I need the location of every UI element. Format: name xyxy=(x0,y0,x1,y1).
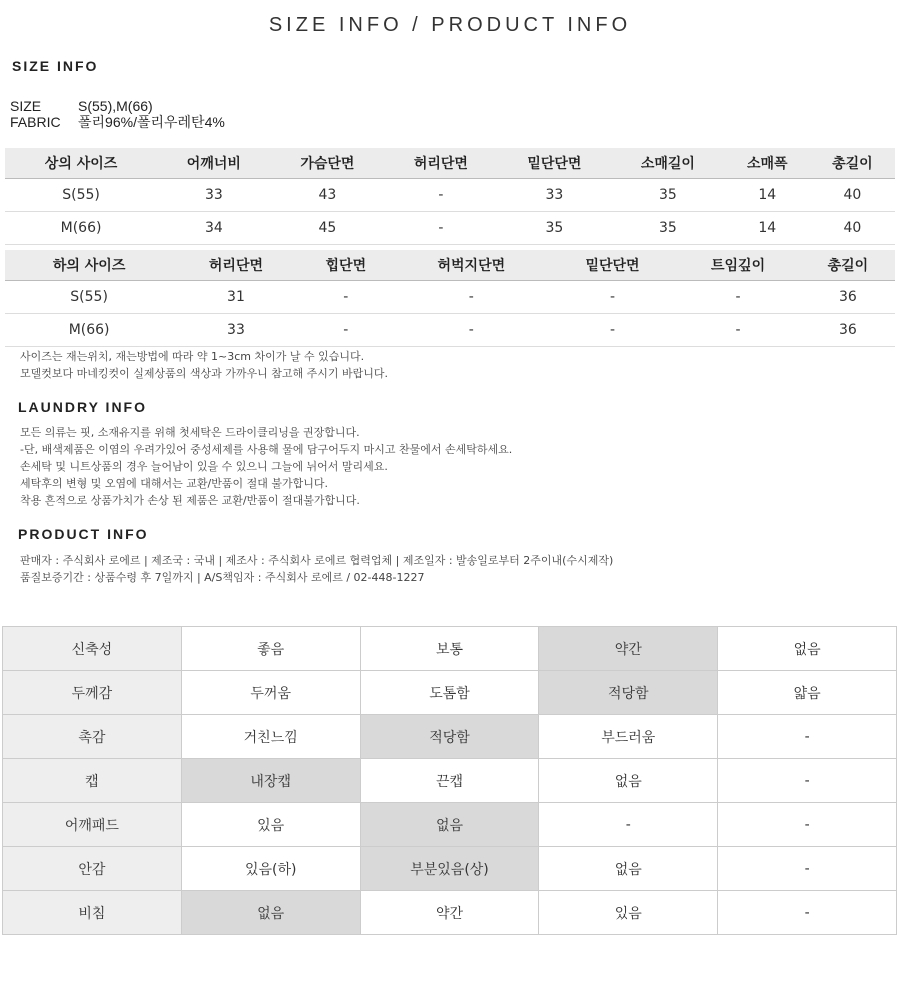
size-row xyxy=(10,98,153,114)
size-info-heading: SIZE INFO xyxy=(12,58,99,74)
page-title: SIZE INFO / PRODUCT INFO xyxy=(268,14,632,36)
fabric-row xyxy=(10,114,225,130)
size-value: S(55),M(66) xyxy=(78,98,153,114)
column-header: 허리단면 xyxy=(173,250,299,281)
top-size-table xyxy=(5,148,895,245)
fabric-option: 두꺼움 xyxy=(181,671,360,715)
table-cell: S(55) xyxy=(5,179,157,212)
fabric-option: - xyxy=(718,803,897,847)
fabric-option: - xyxy=(718,759,897,803)
fabric-option-selected: 부분있음(상) xyxy=(360,847,539,891)
fabric-option: 없음 xyxy=(539,759,718,803)
table-cell: - xyxy=(675,281,801,314)
fabric-row xyxy=(3,847,897,891)
laundry-line: 세탁후의 변형 및 오염에 대해서는 교환/반품이 절대 불가합니다. xyxy=(20,477,328,490)
fabric-row-label: 캡 xyxy=(3,759,182,803)
table-cell: 35 xyxy=(611,179,725,212)
fabric-row xyxy=(3,759,897,803)
column-header: 총길이 xyxy=(810,148,895,179)
fabric-option: 끈캡 xyxy=(360,759,539,803)
table-cell: 33 xyxy=(157,179,271,212)
table-cell: - xyxy=(299,314,393,347)
fabric-label: FABRIC xyxy=(10,114,61,130)
fabric-option: 거친느낌 xyxy=(181,715,360,759)
fabric-option: - xyxy=(718,847,897,891)
column-header: 가슴단면 xyxy=(271,148,385,179)
fabric-value: 폴리96%/폴리우레탄4% xyxy=(78,114,225,130)
column-header: 소매길이 xyxy=(611,148,725,179)
table-cell: - xyxy=(550,314,676,347)
table-cell: - xyxy=(393,314,550,347)
fabric-option: 도톰함 xyxy=(360,671,539,715)
product-line: 품질보증기간 : 상품수령 후 7일까지 | A/S책임자 : 주식회사 로에르 / 02-448-1227 xyxy=(20,571,425,584)
fabric-row xyxy=(3,627,897,671)
table-cell: 35 xyxy=(498,212,612,245)
column-header: 힙단면 xyxy=(299,250,393,281)
fabric-info-table xyxy=(2,626,897,935)
table-cell: 40 xyxy=(810,179,895,212)
fabric-option-selected: 내장캡 xyxy=(181,759,360,803)
column-header: 어깨너비 xyxy=(157,148,271,179)
column-header: 하의 사이즈 xyxy=(5,250,173,281)
laundry-line: 손세탁 및 니트상품의 경우 늘어남이 있을 수 있으니 그늘에 뉘어서 말리세요. xyxy=(20,460,388,473)
fabric-row xyxy=(3,715,897,759)
fabric-row-label: 비침 xyxy=(3,891,182,935)
size-notes xyxy=(20,348,388,382)
fabric-row-label: 두께감 xyxy=(3,671,182,715)
fabric-option-selected: 적당함 xyxy=(539,671,718,715)
fabric-option-selected: 적당함 xyxy=(360,715,539,759)
product-line: 판매자 : 주식회사 로에르 | 제조국 : 국내 | 제조사 : 주식회사 로에르 협력업체 | 제조일자 : 발송일로부터 2주이내(수시제작) xyxy=(20,554,614,567)
table-cell: - xyxy=(384,179,498,212)
table-header-row xyxy=(5,250,895,281)
note-line: 사이즈는 재는위치, 재는방법에 따라 약 1~3cm 차이가 날 수 있습니다. xyxy=(20,350,365,363)
laundry-notes xyxy=(20,424,512,509)
column-header: 트임깊이 xyxy=(675,250,801,281)
fabric-option-selected: 약간 xyxy=(539,627,718,671)
fabric-row xyxy=(3,803,897,847)
fabric-option: - xyxy=(718,891,897,935)
table-cell: M(66) xyxy=(5,314,173,347)
table-cell: 14 xyxy=(725,179,810,212)
laundry-line: -단, 배색제품은 이염의 우려가있어 중성세제를 사용해 물에 담구어두지 마시고 찬물에서 손세탁하세요. xyxy=(20,443,513,456)
fabric-option: 약간 xyxy=(360,891,539,935)
table-cell: - xyxy=(393,281,550,314)
laundry-info-heading: LAUNDRY INFO xyxy=(18,399,147,415)
fabric-row-label: 어깨패드 xyxy=(3,803,182,847)
table-cell: - xyxy=(550,281,676,314)
fabric-option: 좋음 xyxy=(181,627,360,671)
note-line: 모델컷보다 마네킹컷이 실제상품의 색상과 가까우니 참고해 주시기 바랍니다. xyxy=(20,367,389,380)
product-notes xyxy=(20,552,613,586)
bottom-size-table xyxy=(5,250,895,347)
table-cell: - xyxy=(384,212,498,245)
column-header: 소매폭 xyxy=(725,148,810,179)
table-row xyxy=(5,212,895,245)
product-info-heading: PRODUCT INFO xyxy=(18,526,149,542)
fabric-option: 있음(하) xyxy=(181,847,360,891)
column-header: 허벅지단면 xyxy=(393,250,550,281)
table-cell: 36 xyxy=(801,281,895,314)
fabric-option: 없음 xyxy=(718,627,897,671)
fabric-row-label: 안감 xyxy=(3,847,182,891)
table-cell: 35 xyxy=(611,212,725,245)
table-cell: 43 xyxy=(271,179,385,212)
laundry-line: 모든 의류는 핏, 소재유지를 위해 첫세탁은 드라이클리닝을 권장합니다. xyxy=(20,426,360,439)
fabric-option-selected: 없음 xyxy=(360,803,539,847)
table-row xyxy=(5,179,895,212)
column-header: 허리단면 xyxy=(384,148,498,179)
laundry-line: 착용 흔적으로 상품가치가 손상 된 제품은 교환/반품이 절대불가합니다. xyxy=(20,494,360,507)
column-header: 밑단단면 xyxy=(550,250,676,281)
fabric-option: 있음 xyxy=(539,891,718,935)
column-header: 밑단단면 xyxy=(498,148,612,179)
table-cell: 45 xyxy=(271,212,385,245)
table-cell: 36 xyxy=(801,314,895,347)
fabric-option: - xyxy=(539,803,718,847)
fabric-row xyxy=(3,671,897,715)
fabric-option: 얇음 xyxy=(718,671,897,715)
fabric-option: 보통 xyxy=(360,627,539,671)
table-header-row xyxy=(5,148,895,179)
fabric-row-label: 촉감 xyxy=(3,715,182,759)
table-cell: 33 xyxy=(173,314,299,347)
table-cell: 40 xyxy=(810,212,895,245)
table-cell: 34 xyxy=(157,212,271,245)
table-cell: M(66) xyxy=(5,212,157,245)
fabric-row-label: 신축성 xyxy=(3,627,182,671)
size-label: SIZE xyxy=(10,98,42,114)
table-cell: 33 xyxy=(498,179,612,212)
table-cell: S(55) xyxy=(5,281,173,314)
table-row xyxy=(5,314,895,347)
fabric-option: - xyxy=(718,715,897,759)
table-cell: 31 xyxy=(173,281,299,314)
fabric-option: 있음 xyxy=(181,803,360,847)
column-header: 상의 사이즈 xyxy=(5,148,157,179)
fabric-option: 없음 xyxy=(539,847,718,891)
table-row xyxy=(5,281,895,314)
table-cell: 14 xyxy=(725,212,810,245)
fabric-option: 부드러움 xyxy=(539,715,718,759)
column-header: 총길이 xyxy=(801,250,895,281)
table-cell: - xyxy=(299,281,393,314)
fabric-option-selected: 없음 xyxy=(181,891,360,935)
fabric-row xyxy=(3,891,897,935)
table-cell: - xyxy=(675,314,801,347)
